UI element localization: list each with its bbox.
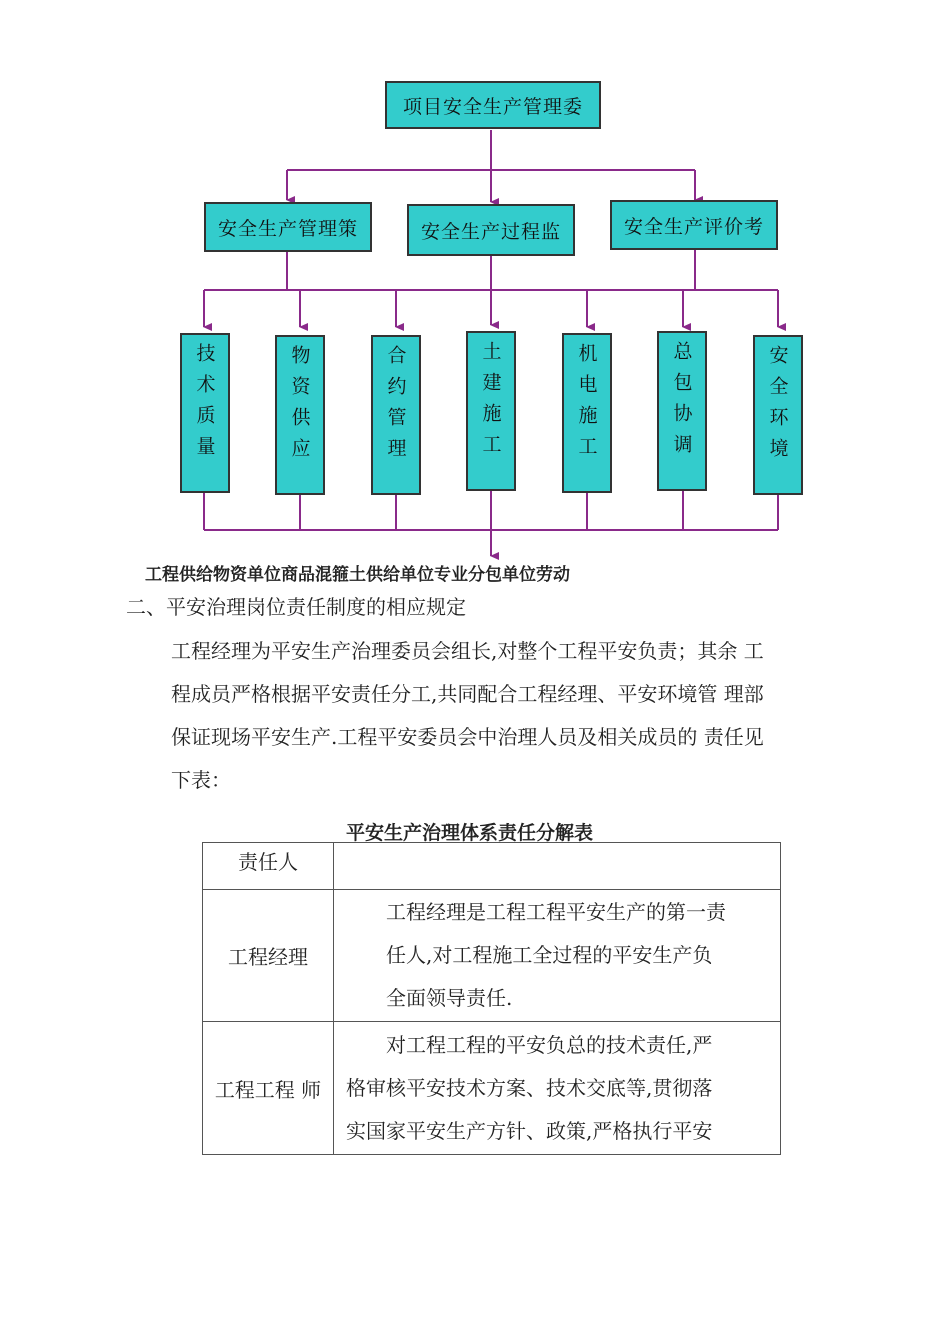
org-dept-label-6: 总包协调 (670, 341, 693, 465)
role-cell: 工程工程 师 (203, 1022, 334, 1155)
org-level2-label-3: 安全生产评价考 (623, 215, 764, 238)
description-line: 实国家平安生产方针、政策,严格执行平安 (346, 1118, 713, 1143)
description-cell (334, 1022, 781, 1155)
description-line: 对工程工程的平安负总的技术责任,严 (346, 1032, 713, 1057)
body-paragraph (171, 630, 871, 802)
description-cell (334, 890, 781, 1022)
description-line: 工程经理是工程工程平安生产的第一责 (346, 900, 726, 924)
org-dept-label-1: 技术质量 (193, 343, 216, 467)
org-dept-label-5: 机电施工 (575, 343, 598, 467)
org-dept-label-2: 物资供应 (288, 345, 311, 469)
table-row (203, 890, 781, 1022)
org-top-committee-box (385, 81, 601, 129)
org-dept-box-4 (466, 331, 516, 491)
paragraph-line: 下表： (171, 768, 231, 792)
description-line: 全面领导责任. (346, 986, 513, 1010)
org-dept-label-7: 安全环境 (766, 345, 789, 469)
org-dept-box-6 (657, 331, 707, 491)
org-dept-box-1 (180, 333, 230, 493)
org-level2-label-1: 安全生产管理策 (217, 217, 358, 240)
paragraph-line: 程成员严格根据平安责任分工,共同配合工程经理、平安环境管 理部 (171, 682, 764, 706)
table-title: 平安生产治理体系责任分解表 (346, 822, 594, 844)
org-level2-box-3 (610, 200, 778, 250)
org-level2-label-2: 安全生产过程监 (420, 220, 561, 243)
org-dept-label-4: 土建施工 (479, 341, 502, 465)
org-level2-box-2 (407, 204, 575, 256)
responsibility-table (202, 842, 781, 1155)
paragraph-line: 工程经理为平安生产治理委员会组长,对整个工程平安负责；其余 工 (171, 639, 764, 663)
description-line: 任人,对工程施工全过程的平安生产负 (346, 943, 713, 967)
org-dept-box-2 (275, 335, 325, 495)
org-dept-box-3 (371, 335, 421, 495)
org-dept-label-3: 合约管理 (384, 345, 407, 469)
org-chart-caption: 工程供给物资单位商品混箍土供给单位专业分包单位劳动 (145, 565, 570, 585)
table-header-empty-cell (334, 843, 781, 890)
table-row (203, 1022, 781, 1155)
org-dept-box-7 (753, 335, 803, 495)
org-dept-box-5 (562, 333, 612, 493)
org-level2-box-1 (204, 202, 372, 252)
role-cell: 工程经理 (203, 890, 334, 1022)
org-top-committee-label: 项目安全生产管理委 (402, 95, 583, 118)
table-header-cell: 责任人 (203, 843, 334, 890)
description-line: 格审核平安技术方案、技术交底等,贯彻落 (346, 1075, 713, 1100)
section-heading: 二、平安治理岗位责任制度的相应规定 (126, 595, 466, 619)
table-header-row (203, 843, 781, 890)
paragraph-line: 保证现场平安生产.工程平安委员会中治理人员及相关成员的 责任见 (171, 725, 764, 749)
